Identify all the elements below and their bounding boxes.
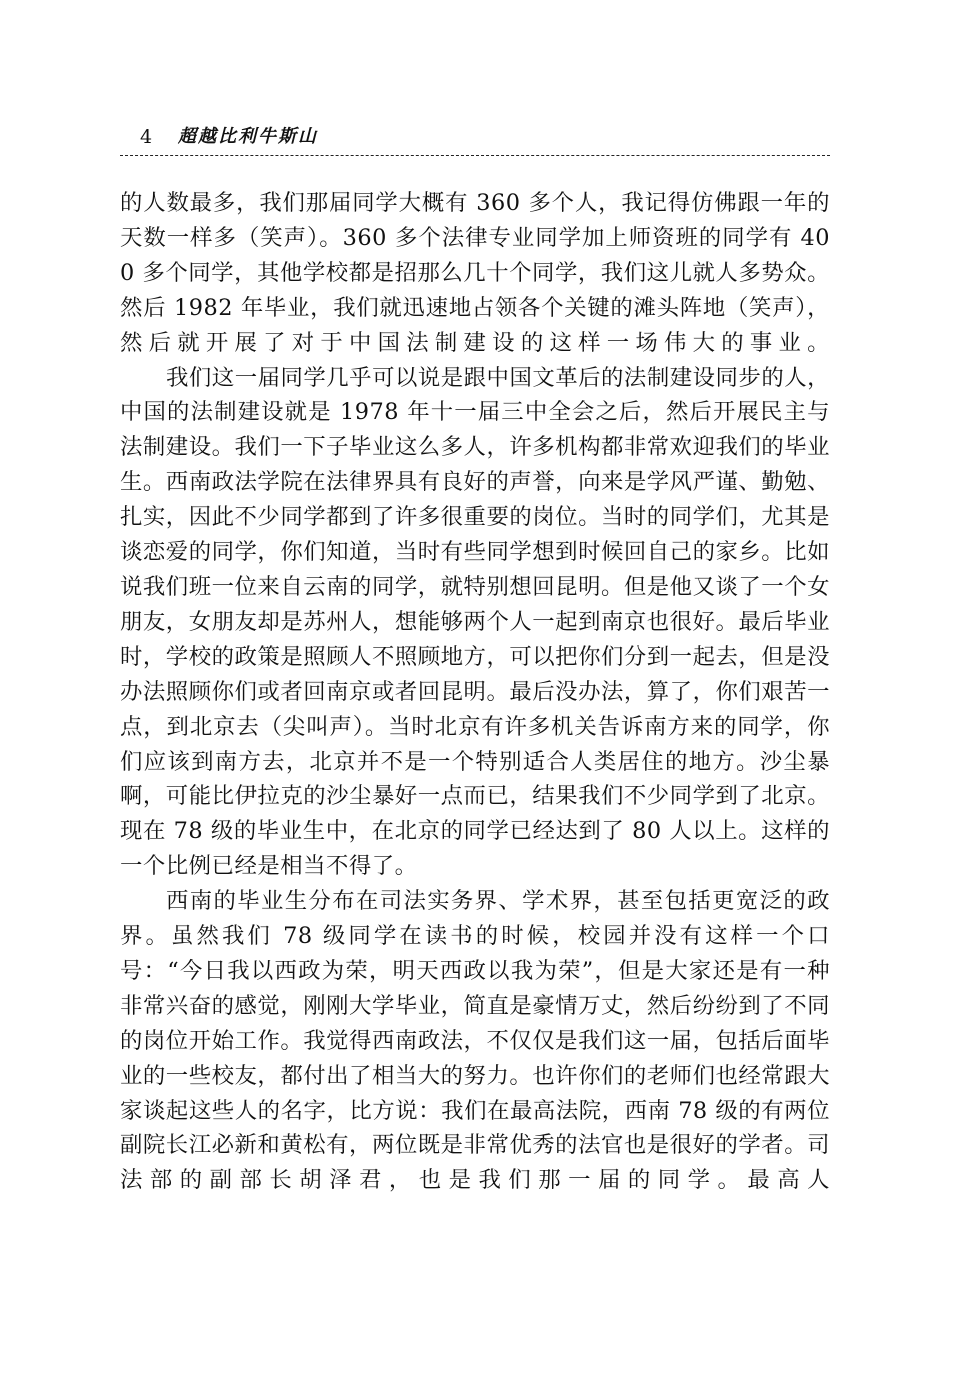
body-text: [120, 186, 830, 1198]
paragraph-1: 的人数最多，我们那届同学大概有 360 多个人，我记得仿佛跟一年的天数一样多（笑声）。360 多个法律专业同学加上师资班的同学有 400 多个同学，其他学校都是招那么几十个同学，我们这儿就人多势众。然后 1982 年毕业，我们就迅速地占领各个关键的滩头阵地（笑声），然后就开展了对于中国法制建设的这样一场伟大的事业。: [120, 190, 830, 356]
header-rule: [120, 155, 830, 156]
running-title: 超越比利牛斯山: [178, 126, 318, 147]
paragraph-2: 我们这一届同学几乎可以说是跟中国文革后的法制建设同步的人，中国的法制建设就是 1978 年十一届三中全会之后，然后开展民主与法制建设。我们一下子毕业这么多人，许多机构都非常欢迎我们的毕业生。西南政法学院在法律界具有良好的声誉，向来是学风严谨、勤勉、扎实，因此不少同学都到了许多很重要的岗位。当时的同学们，尤其是谈恋爱的同学，你们知道，当时有些同学想到时候回自己的家乡。比如说我们班一位来自云南的同学，就特别想回昆明。但是他又谈了一个女朋友，女朋友却是苏州人，想能够两个人一起到南京也很好。最后毕业时，学校的政策是照顾人不照顾地方，可以把你们分到一起去，但是没办法照顾你们或者回南京或者回昆明。最后没办法，算了，你们艰苦一点，到北京去（尖叫声）。当时北京有许多机关告诉南方来的同学，你们应该到南方去，北京并不是一个特别适合人类居住的地方。沙尘暴啊，可能比伊拉克的沙尘暴好一点而已，结果我们不少同学到了北京。现在 78 级的毕业生中，在北京的同学已经达到了 80 人以上。这样的一个比例已经是相当不得了。: [120, 364, 830, 880]
paragraph-3: 西南的毕业生分布在司法实务界、学术界，甚至包括更宽泛的政界。虽然我们 78 级同学在读书的时候，校园并没有这样一个口号：“今日我以西政为荣，明天西政以我为荣”，但是大家还是有一种非常兴奋的感觉，刚刚大学毕业，简直是豪情万丈，然后纷纷到了不同的岗位开始工作。我觉得西南政法，不仅仅是我们这一届，包括后面毕业的一些校友，都付出了相当大的努力。也许你们的老师们也经常跟大家谈起这些人的名字，比方说：我们在最高法院，西南 78 级的有两位副院长江必新和黄松有，两位既是非常优秀的法官也是很好的学者。司法部的副部长胡泽君，也是我们那一届的同学。最高人: [120, 888, 830, 1194]
page-number: 4: [140, 126, 153, 148]
running-header: [120, 126, 830, 158]
